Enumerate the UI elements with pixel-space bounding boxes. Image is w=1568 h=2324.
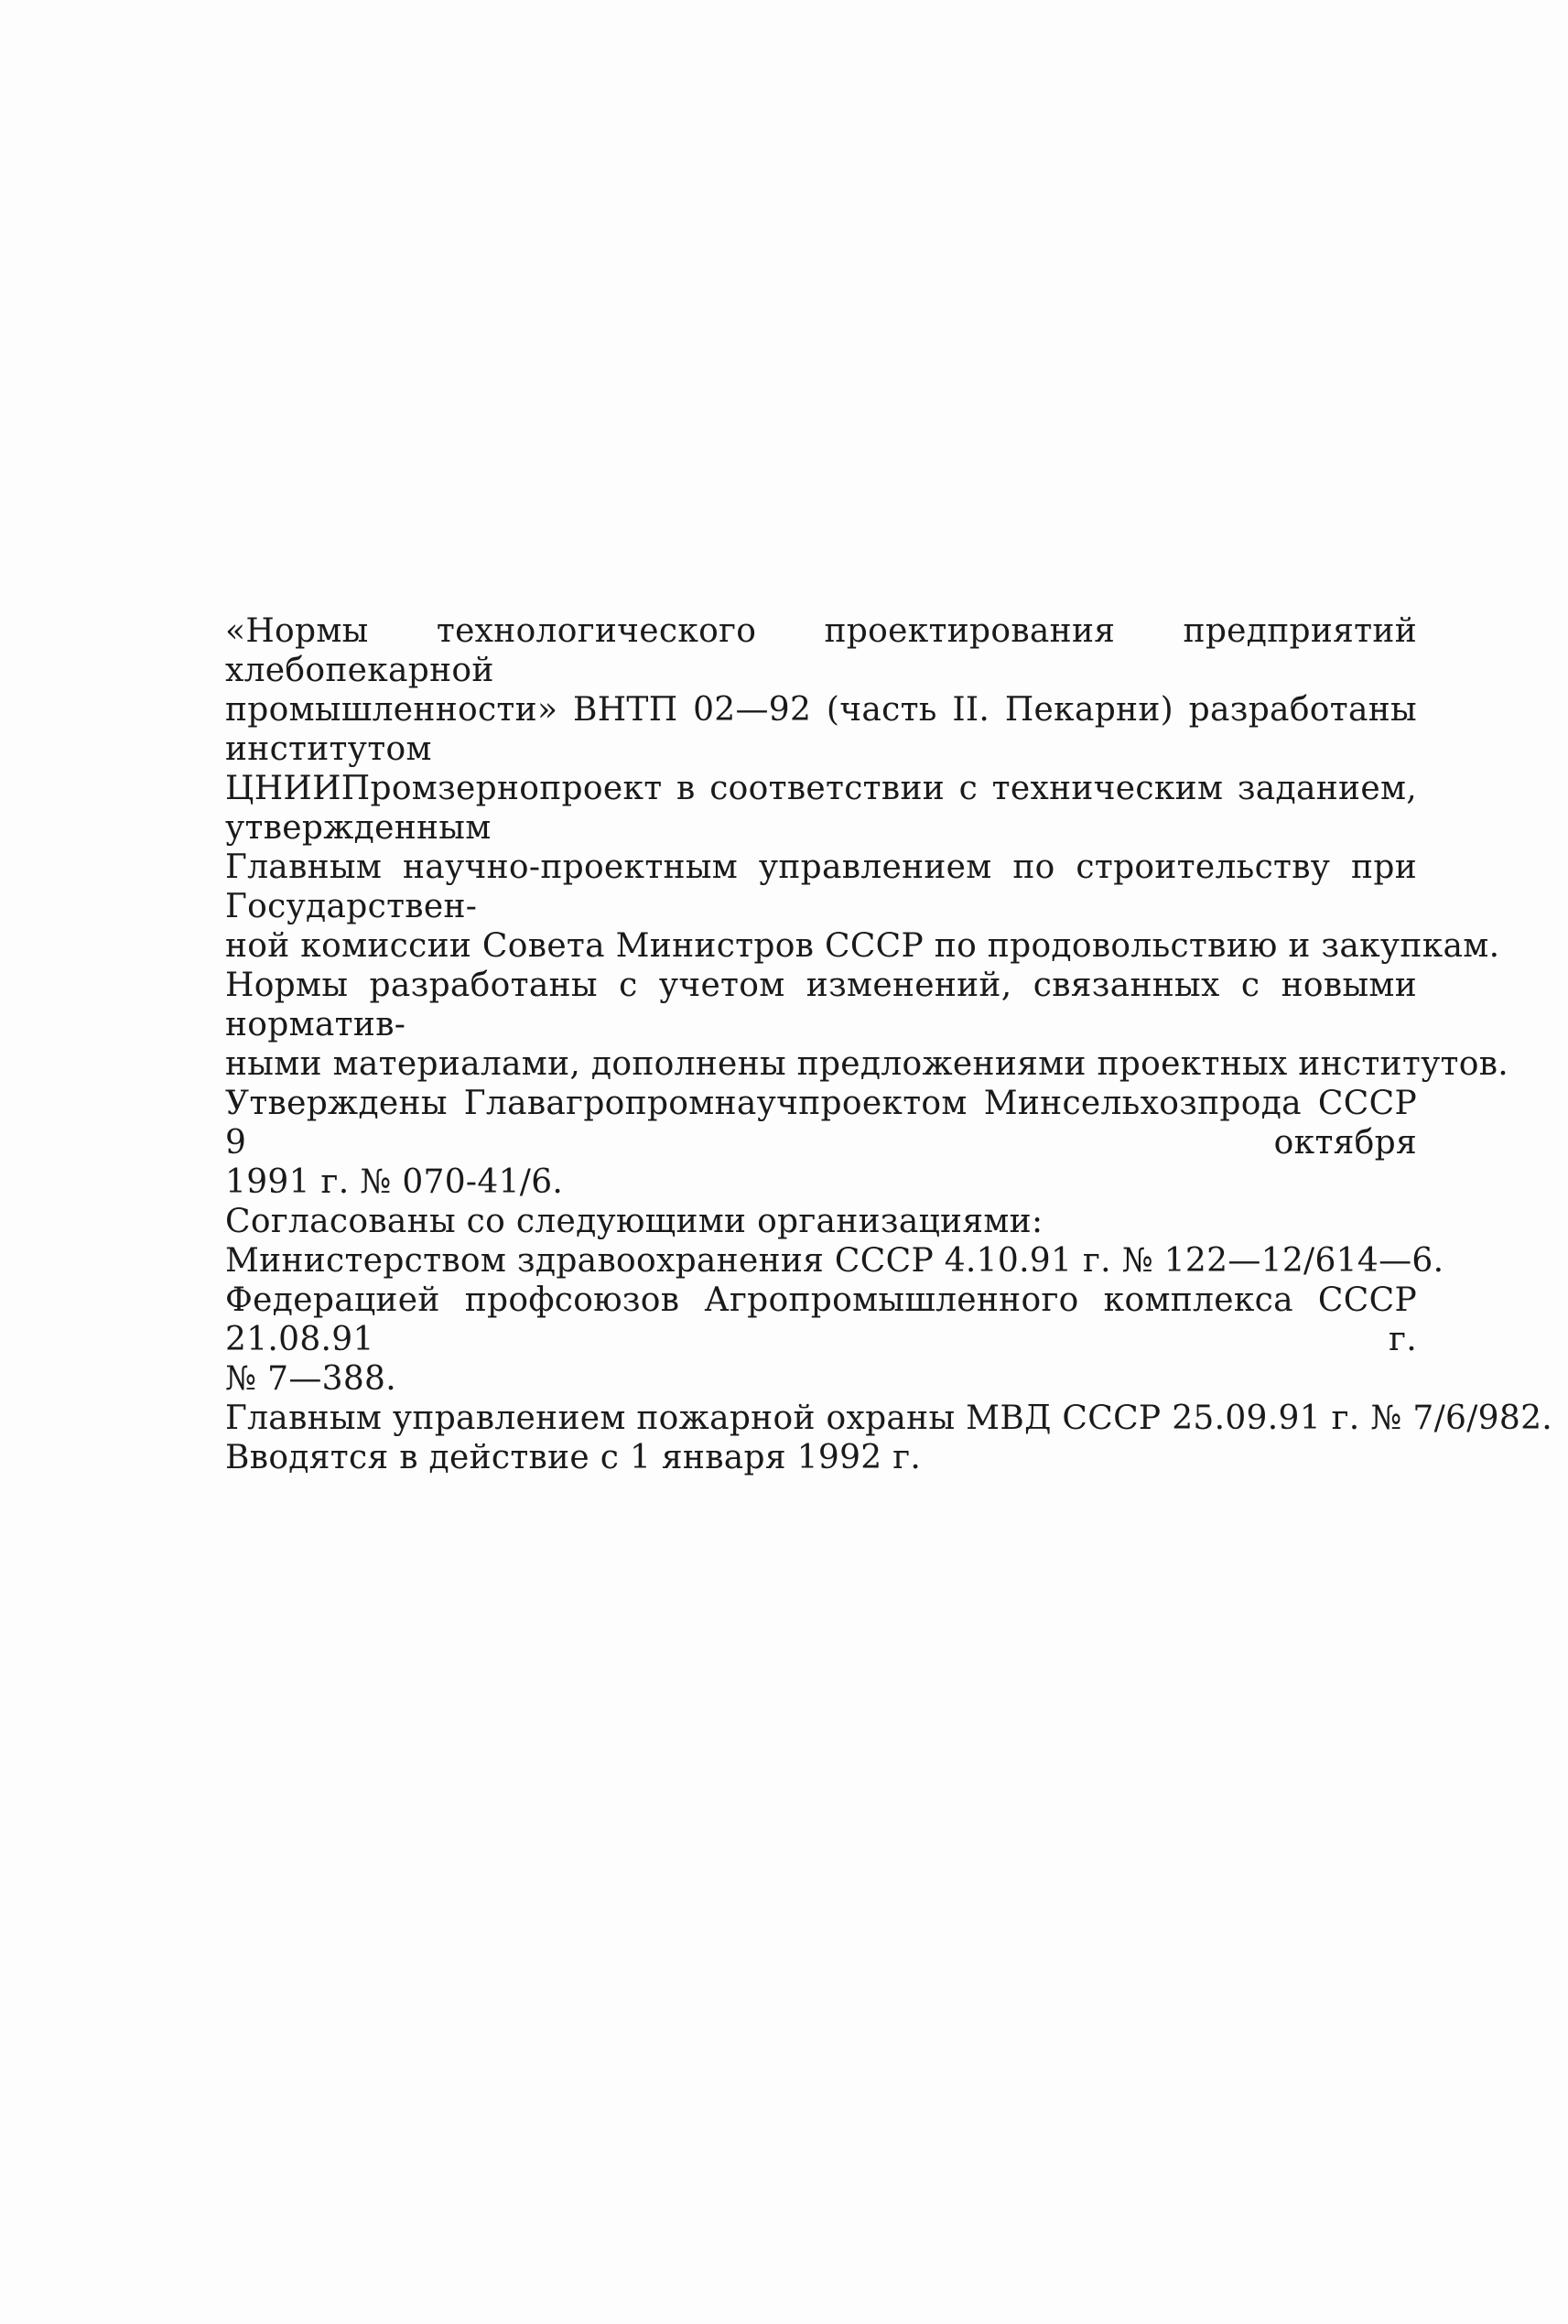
text-line: Нормы разработаны с учетом изменений, связанных с новыми норматив-: [225, 967, 1417, 1043]
text-line: № 7—388.: [225, 1360, 396, 1398]
text-line: Утверждены Главагропромнаучпроектом Минсельхозпрода СССР 9 октября: [225, 1085, 1417, 1162]
paragraph-development-info: [225, 611, 1500, 966]
text-line: ной комиссии Совета Министров СССР по продовольствию и закупкам.: [225, 927, 1500, 965]
text-line: Согласованы со следующими организациями:: [225, 1203, 1044, 1240]
paragraph-ministry-health: [225, 1241, 1444, 1281]
paragraph-norms-developed: [225, 966, 1509, 1084]
paragraph-fire-protection: [225, 1399, 1553, 1438]
text-line: Федерацией профсоюзов Агропромышленного комплекса СССР 21.08.91 г.: [225, 1281, 1417, 1358]
text-line: Главным научно-проектным управлением по строительству при Государствен-: [225, 849, 1417, 925]
text-line: промышленности» ВНТП 02—92 (часть II. Пекарни) разработаны институтом: [225, 691, 1417, 768]
paragraph-agreed-with: [225, 1202, 1417, 1241]
text-line: Министерством здравоохранения СССР 4.10.91 г. № 122—12/614—6.: [225, 1242, 1444, 1280]
document-text-block: [225, 611, 1553, 1477]
text-line: 1991 г. № 070-41/6.: [225, 1163, 564, 1201]
text-line: Вводятся в действие с 1 января 1992 г.: [225, 1439, 922, 1476]
text-line: «Нормы технологического проектирования предприятий хлебопекарной: [225, 612, 1417, 689]
text-line: Главным управлением пожарной охраны МВД СССР 25.09.91 г. № 7/6/982.: [225, 1400, 1553, 1437]
paragraph-federation-unions: [225, 1281, 1417, 1399]
paragraph-effective-date: [225, 1438, 1417, 1477]
paragraph-approved: [225, 1084, 1417, 1202]
text-line: ными материалами, дополнены предложениями проектных институтов.: [225, 1045, 1509, 1083]
text-line: ЦНИИПромзернопроект в соответствии с техническим заданием, утвержденным: [225, 770, 1417, 847]
